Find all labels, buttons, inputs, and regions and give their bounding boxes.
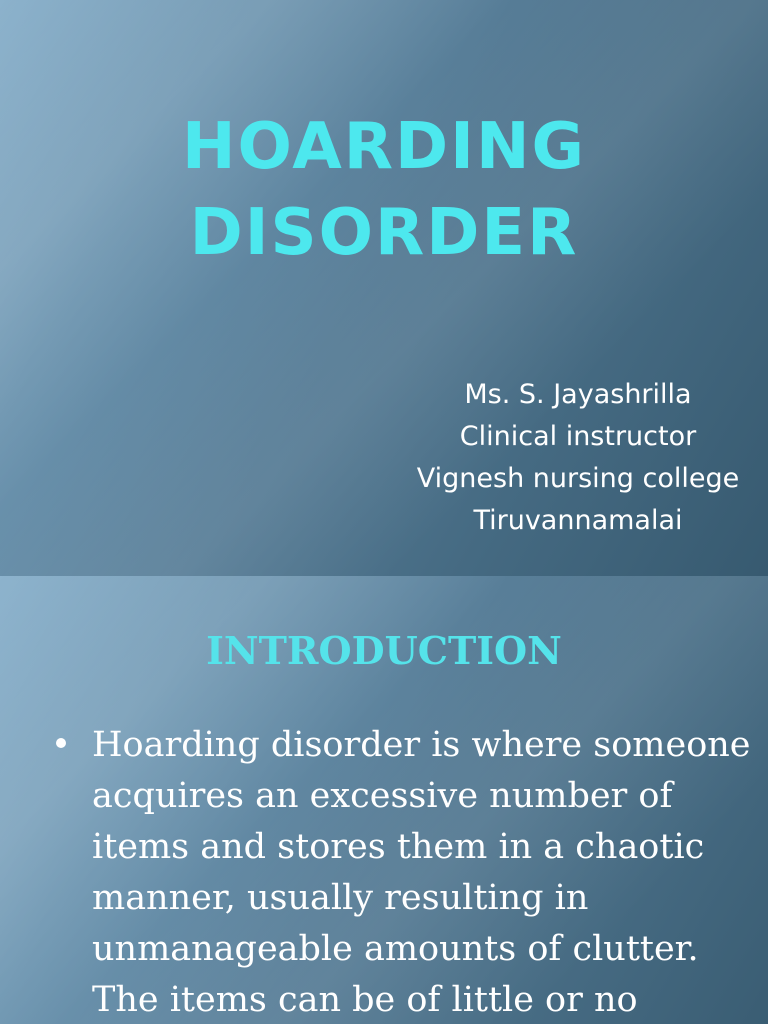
author-name: Ms. S. Jayashrilla xyxy=(464,379,692,410)
bullet-line: acquires an excessive number of xyxy=(92,776,673,816)
bullet-line: The items can be of little or no xyxy=(92,980,638,1020)
author-college: Vignesh nursing college xyxy=(416,463,740,494)
title-line: DISORDER xyxy=(189,196,579,270)
title-line: HOARDING xyxy=(181,110,587,184)
bullet-line: manner, usually resulting in xyxy=(92,878,589,918)
bullet-line: Hoarding disorder is where someone xyxy=(92,725,751,765)
bullet-list xyxy=(56,720,751,1024)
author-location: Tiruvannamalai xyxy=(473,505,683,536)
bullet-line: items and stores them in a chaotic xyxy=(92,827,705,867)
slide-heading: INTRODUCTION xyxy=(206,628,562,673)
slide-title xyxy=(0,104,768,276)
author-info xyxy=(388,374,768,542)
introduction-slide xyxy=(0,576,768,1024)
bullet-line: unmanageable amounts of clutter. xyxy=(92,929,699,969)
bullet-item xyxy=(92,720,751,1024)
author-role: Clinical instructor xyxy=(459,421,697,452)
bullet-icon xyxy=(56,738,66,748)
